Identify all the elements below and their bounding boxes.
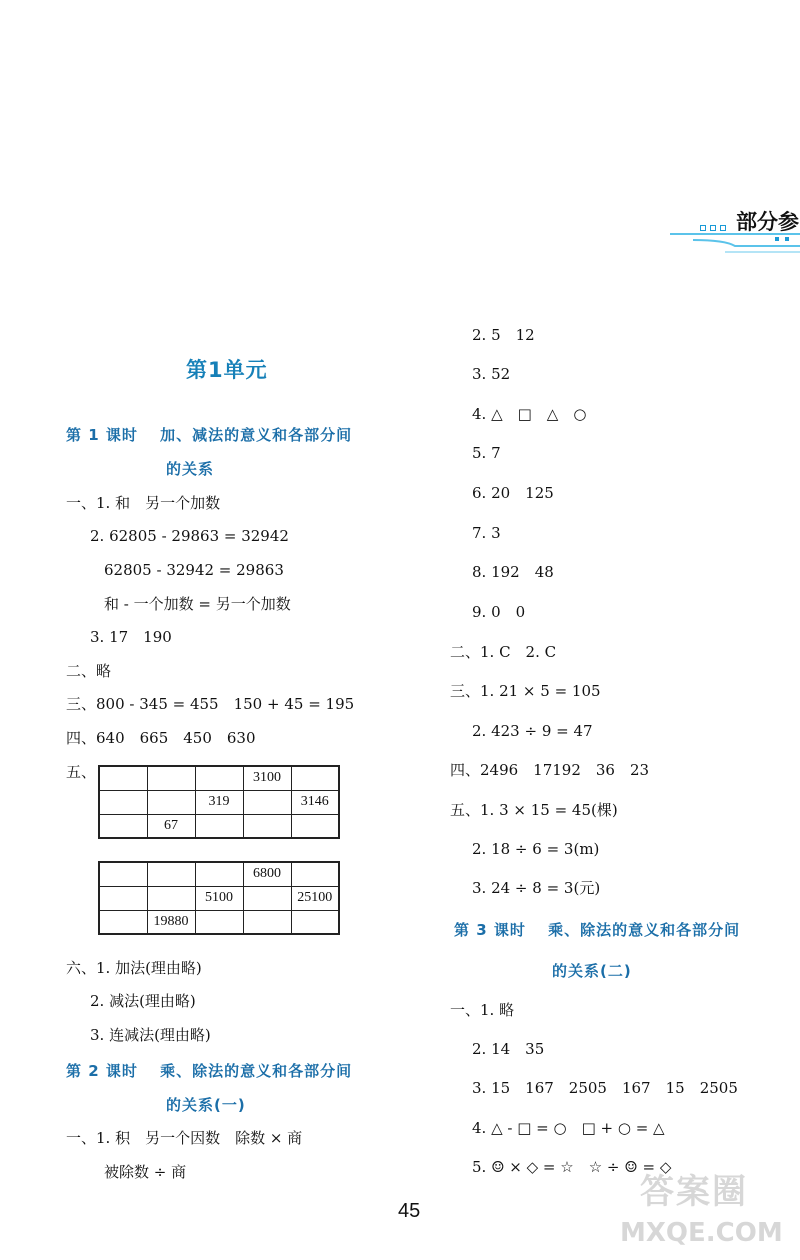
r-answer-wu-3: 3. 24 ÷ 8 = 3(元) <box>472 879 601 897</box>
r-answer-9: 9. 0 0 <box>472 603 526 621</box>
r-answer-wu-2: 2. 18 ÷ 6 = 3(m) <box>472 840 600 858</box>
r-answer-7: 7. 3 <box>472 524 501 542</box>
unit-title: 第1单元 <box>186 358 268 382</box>
l3-answer-1: 一、1. 略 <box>450 1001 515 1019</box>
table-row <box>99 910 339 934</box>
table-cell: 25100 <box>291 886 339 910</box>
table-cell <box>99 862 147 886</box>
l3-answer-2: 2. 14 35 <box>472 1040 545 1058</box>
table-cell: 319 <box>195 790 243 814</box>
table-cell <box>99 790 147 814</box>
table-cell <box>195 862 243 886</box>
r-answer-san-1: 三、1. 21 × 5 = 105 <box>450 682 601 700</box>
table-row <box>99 814 339 838</box>
r-answer-si: 四、2496 17192 36 23 <box>450 761 650 779</box>
lesson-2-heading-cont: 的关系(一) <box>166 1096 246 1114</box>
answer-table-1 <box>98 765 340 839</box>
r-answer-5: 5. 7 <box>472 444 501 462</box>
lesson-2-heading: 第 2 课时 乘、除法的意义和各部分间 <box>66 1062 353 1080</box>
table-cell <box>291 766 339 790</box>
table-row <box>99 886 339 910</box>
r-answer-8: 8. 192 48 <box>472 563 554 581</box>
table-row <box>99 766 339 790</box>
answer-2: 二、略 <box>66 662 112 680</box>
l2-answer-1b: 被除数 ÷ 商 <box>104 1163 187 1181</box>
table-cell: 19880 <box>147 910 195 934</box>
answer-6-3: 3. 连减法(理由略) <box>90 1026 211 1044</box>
table-cell <box>291 910 339 934</box>
l3-answer-4: 4. △ - □ = ○ □ + ○ = △ <box>472 1119 665 1137</box>
answer-1-3: 3. 17 190 <box>90 628 172 646</box>
answer-1-2a: 2. 62805 - 29863 = 32942 <box>90 527 289 545</box>
table-cell <box>291 814 339 838</box>
header-wave-decoration <box>665 228 800 258</box>
table-cell <box>99 910 147 934</box>
r-answer-2: 2. 5 12 <box>472 326 535 344</box>
table-cell <box>291 862 339 886</box>
lesson-3-heading-cont: 的关系(二) <box>552 962 632 980</box>
r-answer-4: 4. △ □ △ ○ <box>472 405 587 423</box>
table-cell <box>195 910 243 934</box>
table-cell <box>147 886 195 910</box>
table-cell: 67 <box>147 814 195 838</box>
answer-6-1: 六、1. 加法(理由略) <box>66 959 202 977</box>
table-row <box>99 790 339 814</box>
l3-answer-5: 5. ☺ × ◇ = ☆ ☆ ÷ ☺ = ◇ <box>472 1158 672 1176</box>
table-cell <box>195 766 243 790</box>
watermark-logo: 答案圈 <box>640 1172 748 1212</box>
header-title: 部分参 <box>736 210 799 234</box>
table-cell <box>99 814 147 838</box>
table-cell: 3100 <box>243 766 291 790</box>
table-cell <box>195 814 243 838</box>
table-cell: 5100 <box>195 886 243 910</box>
table-cell <box>243 910 291 934</box>
table-cell <box>243 790 291 814</box>
r-answer-6: 6. 20 125 <box>472 484 554 502</box>
page-number: 45 <box>398 1200 421 1222</box>
answer-1-2c: 和 - 一个加数 = 另一个加数 <box>104 595 291 613</box>
table-cell <box>243 814 291 838</box>
answer-6-2: 2. 减法(理由略) <box>90 992 196 1010</box>
answer-5-label: 五、 <box>66 763 97 781</box>
lesson-1-heading-cont: 的关系 <box>166 460 215 478</box>
table-cell <box>99 766 147 790</box>
watermark-url: MXQE.COM <box>620 1218 783 1248</box>
table-row <box>99 862 339 886</box>
r-answer-wu-1: 五、1. 3 × 15 = 45(棵) <box>450 801 618 819</box>
l2-answer-1a: 一、1. 积 另一个因数 除数 × 商 <box>66 1129 303 1147</box>
l3-answer-3: 3. 15 167 2505 167 15 2505 <box>472 1079 738 1097</box>
answer-1-1: 一、1. 和 另一个加数 <box>66 494 221 512</box>
table-cell <box>147 790 195 814</box>
table-cell <box>243 886 291 910</box>
table-cell: 3146 <box>291 790 339 814</box>
table-cell <box>99 886 147 910</box>
r-answer-3: 3. 52 <box>472 365 511 383</box>
answer-4: 四、640 665 450 630 <box>66 729 256 747</box>
r-answer-san-2: 2. 423 ÷ 9 = 47 <box>472 722 593 740</box>
answer-1-2b: 62805 - 32942 = 29863 <box>104 561 284 579</box>
table-cell <box>147 862 195 886</box>
answer-3: 三、800 - 345 = 455 150 + 45 = 195 <box>66 695 355 713</box>
table-cell <box>147 766 195 790</box>
lesson-1-heading: 第 1 课时 加、减法的意义和各部分间 <box>66 426 353 444</box>
lesson-3-heading: 第 3 课时 乘、除法的意义和各部分间 <box>454 921 741 939</box>
r-answer-er: 二、1. C 2. C <box>450 643 557 661</box>
table-cell: 6800 <box>243 862 291 886</box>
answer-table-2 <box>98 861 340 935</box>
